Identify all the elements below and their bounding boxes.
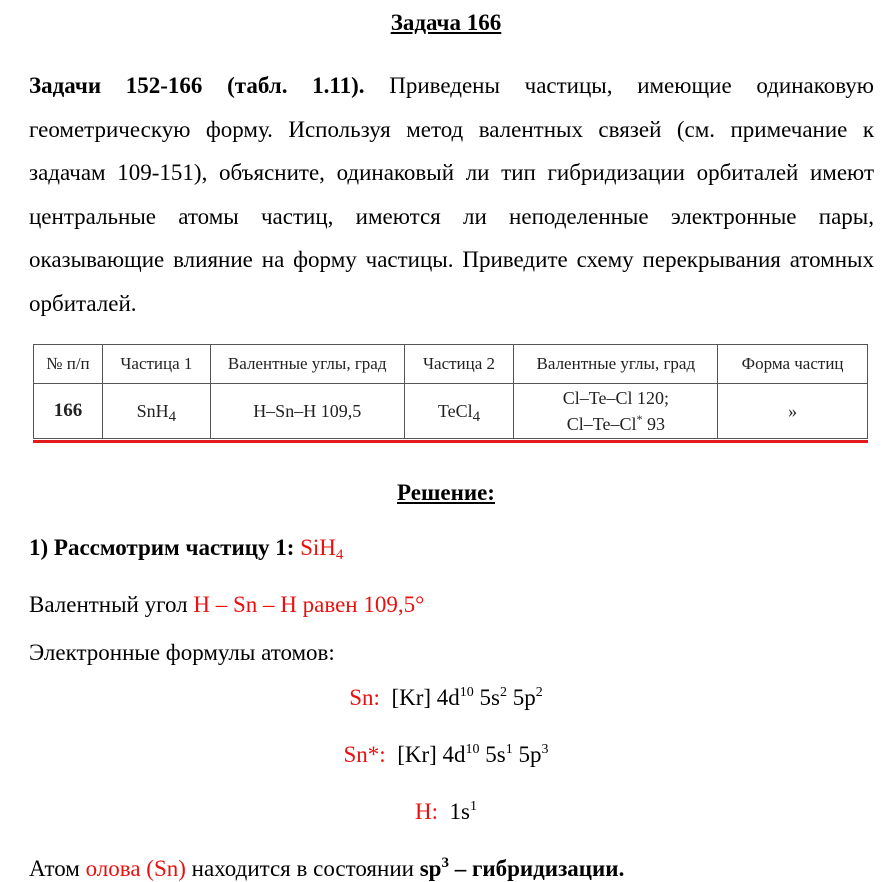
problem-text: Приведены частицы, имеющие одинаковую геометрическую форму. Используя метод валентных связей (см. примечание к задачам 109-151), объясните, одинаковый ли тип гибридизации орбиталей имеют центральные атомы частиц, имеются ли неподеленные электронные пары, оказывающие влияние на форму частицы. Приведите схему перекрывания атомных орбиталей. (29, 73, 874, 316)
header-cell: Форма частиц (718, 345, 868, 384)
header-cell: № п/п (34, 345, 103, 384)
angle-2-cell: Cl–Te–Cl 120; Cl–Te–Cl* 93 (514, 384, 718, 439)
step-1-heading: 1) Рассмотрим частицу 1: SiH$_4$ (29, 535, 344, 563)
problem-statement (29, 64, 874, 325)
header-cell: Частица 1 (102, 345, 210, 384)
formulas-label: Электронные формулы атомов: (29, 640, 335, 665)
shape-cell: » (718, 384, 868, 439)
row-number: 166 (34, 384, 103, 439)
solution-title: Решение: (397, 480, 495, 505)
problem-number: Задачи 152-166 (табл. 1.11). (29, 73, 365, 98)
angle-1-cell: H–Sn–H 109,5 (210, 384, 404, 439)
formula-h: H: $1s^1$ (415, 799, 477, 824)
formula-sn: Sn: [Kr] $4d^{10}$ $5s^2$ $5p^2$ (349, 685, 543, 710)
particle-2-cell: TeCl$_4$ (404, 384, 514, 439)
formula-sn-excited: Sn*: [Kr] $4d^{10}$ $5s^1$ $5p^3$ (343, 742, 549, 767)
particle-1-cell: SnH$_4$ (102, 384, 210, 439)
header-cell: Частица 2 (404, 345, 514, 384)
table-bottom-rule (33, 440, 868, 443)
page-title: Задача 166 (390, 10, 502, 35)
table-row (34, 384, 868, 439)
bond-angle-line: Валентный угол H – Sn – H равен 109,5° (29, 592, 425, 617)
header-cell: Валентные углы, град (514, 345, 718, 384)
hybridization-statement: Атом олова (Sn) находится в состоянии $sp^3$ – гибридизации. (29, 855, 625, 881)
particles-table (33, 344, 868, 439)
table-header-row (34, 345, 868, 384)
header-cell: Валентные углы, град (210, 345, 404, 384)
